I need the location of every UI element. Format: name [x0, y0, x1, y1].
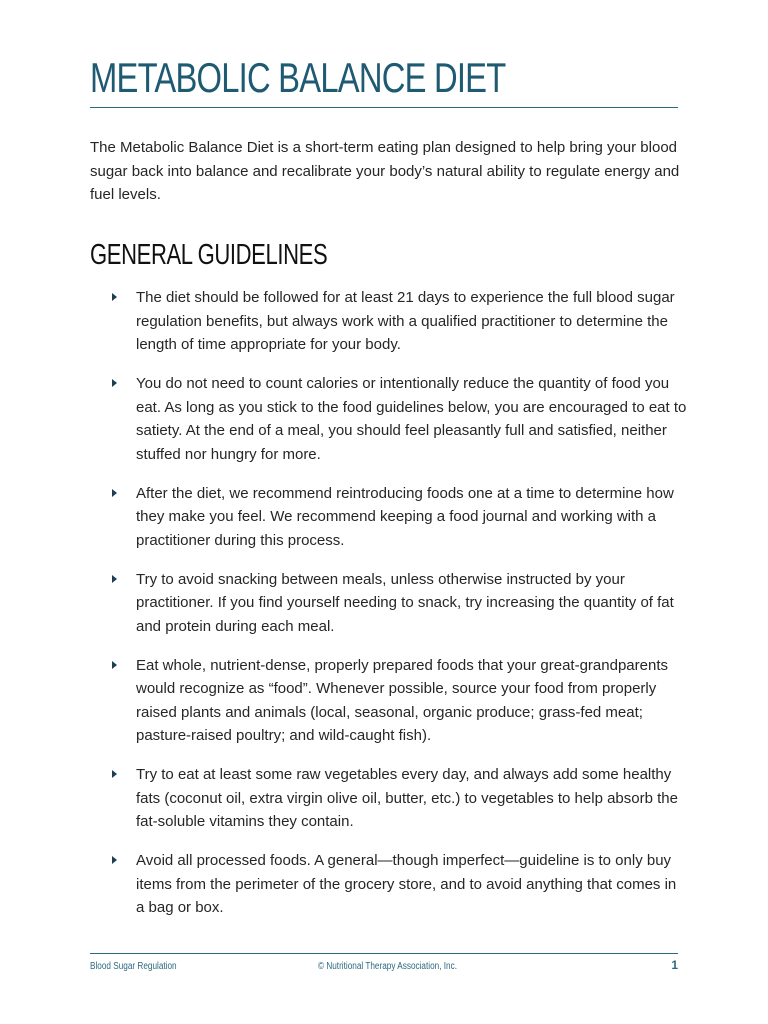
- triangle-bullet-icon: [112, 293, 117, 301]
- page-title: METABOLIC BALANCE DIET: [90, 54, 506, 101]
- guideline-item: [108, 849, 688, 920]
- section-heading-general-guidelines: GENERAL GUIDELINES: [90, 239, 328, 271]
- guideline-text: Try to avoid snacking between meals, unless otherwise instructed by your practitioner. If you find yourself needing to snack, try increasing the quantity of fat and protein during each meal.: [136, 570, 674, 635]
- page-number: 1: [671, 958, 678, 972]
- triangle-bullet-icon: [112, 856, 117, 864]
- guidelines-list: [108, 286, 688, 935]
- triangle-bullet-icon: [112, 661, 117, 669]
- triangle-bullet-icon: [112, 575, 117, 583]
- intro-paragraph: The Metabolic Balance Diet is a short-term eating plan designed to help bring your blood sugar back into balance and recalibrate your body’s natural ability to regulate energy and fuel levels.: [90, 139, 680, 203]
- title-divider: [90, 107, 678, 108]
- triangle-bullet-icon: [112, 770, 117, 778]
- guideline-item: [108, 482, 688, 553]
- guideline-item: [108, 763, 688, 834]
- footer-divider: [90, 953, 678, 954]
- guideline-text: The diet should be followed for at least 21 days to experience the full blood sugar regulation benefits, but always work with a qualified practitioner to determine the length of time appropriate for your body.: [136, 289, 675, 353]
- triangle-bullet-icon: [112, 379, 117, 387]
- guideline-text: Avoid all processed foods. A general—though imperfect—guideline is to only buy items from the perimeter of the grocery store, and to avoid anything that comes in a bag or box.: [136, 852, 677, 916]
- guideline-item: [108, 372, 688, 466]
- footer-copyright: © Nutritional Therapy Association, Inc.: [318, 961, 457, 972]
- footer-document-title: Blood Sugar Regulation: [90, 961, 177, 972]
- guideline-text: Eat whole, nutrient-dense, properly prepared foods that your great-grandparents would recognize as “food”. Whenever possible, source your food from properly raised plants and animals (local, seasonal, organic produce; grass-fed meat; pasture-raised poultry; and wild-caught fish).: [136, 656, 668, 744]
- guideline-item: [108, 286, 688, 357]
- guideline-text: Try to eat at least some raw vegetables every day, and always add some healthy fats (coconut oil, extra virgin olive oil, butter, etc.) to vegetables to help absorb the fat-soluble vitamins they contain.: [136, 766, 678, 830]
- guideline-item: [108, 654, 688, 748]
- guideline-text: After the diet, we recommend reintroducing foods one at a time to determine how they make you feel. We recommend keeping a food journal and working with a practitioner during this process.: [136, 484, 674, 549]
- triangle-bullet-icon: [112, 489, 117, 497]
- guideline-item: [108, 568, 688, 639]
- guideline-text: You do not need to count calories or intentionally reduce the quantity of food you eat. As long as you stick to the food guidelines below, you are encouraged to eat to satiety. At the end of a meal, you should feel pleasantly full and satisfied, neither stuffed nor hungry for more.: [136, 375, 687, 463]
